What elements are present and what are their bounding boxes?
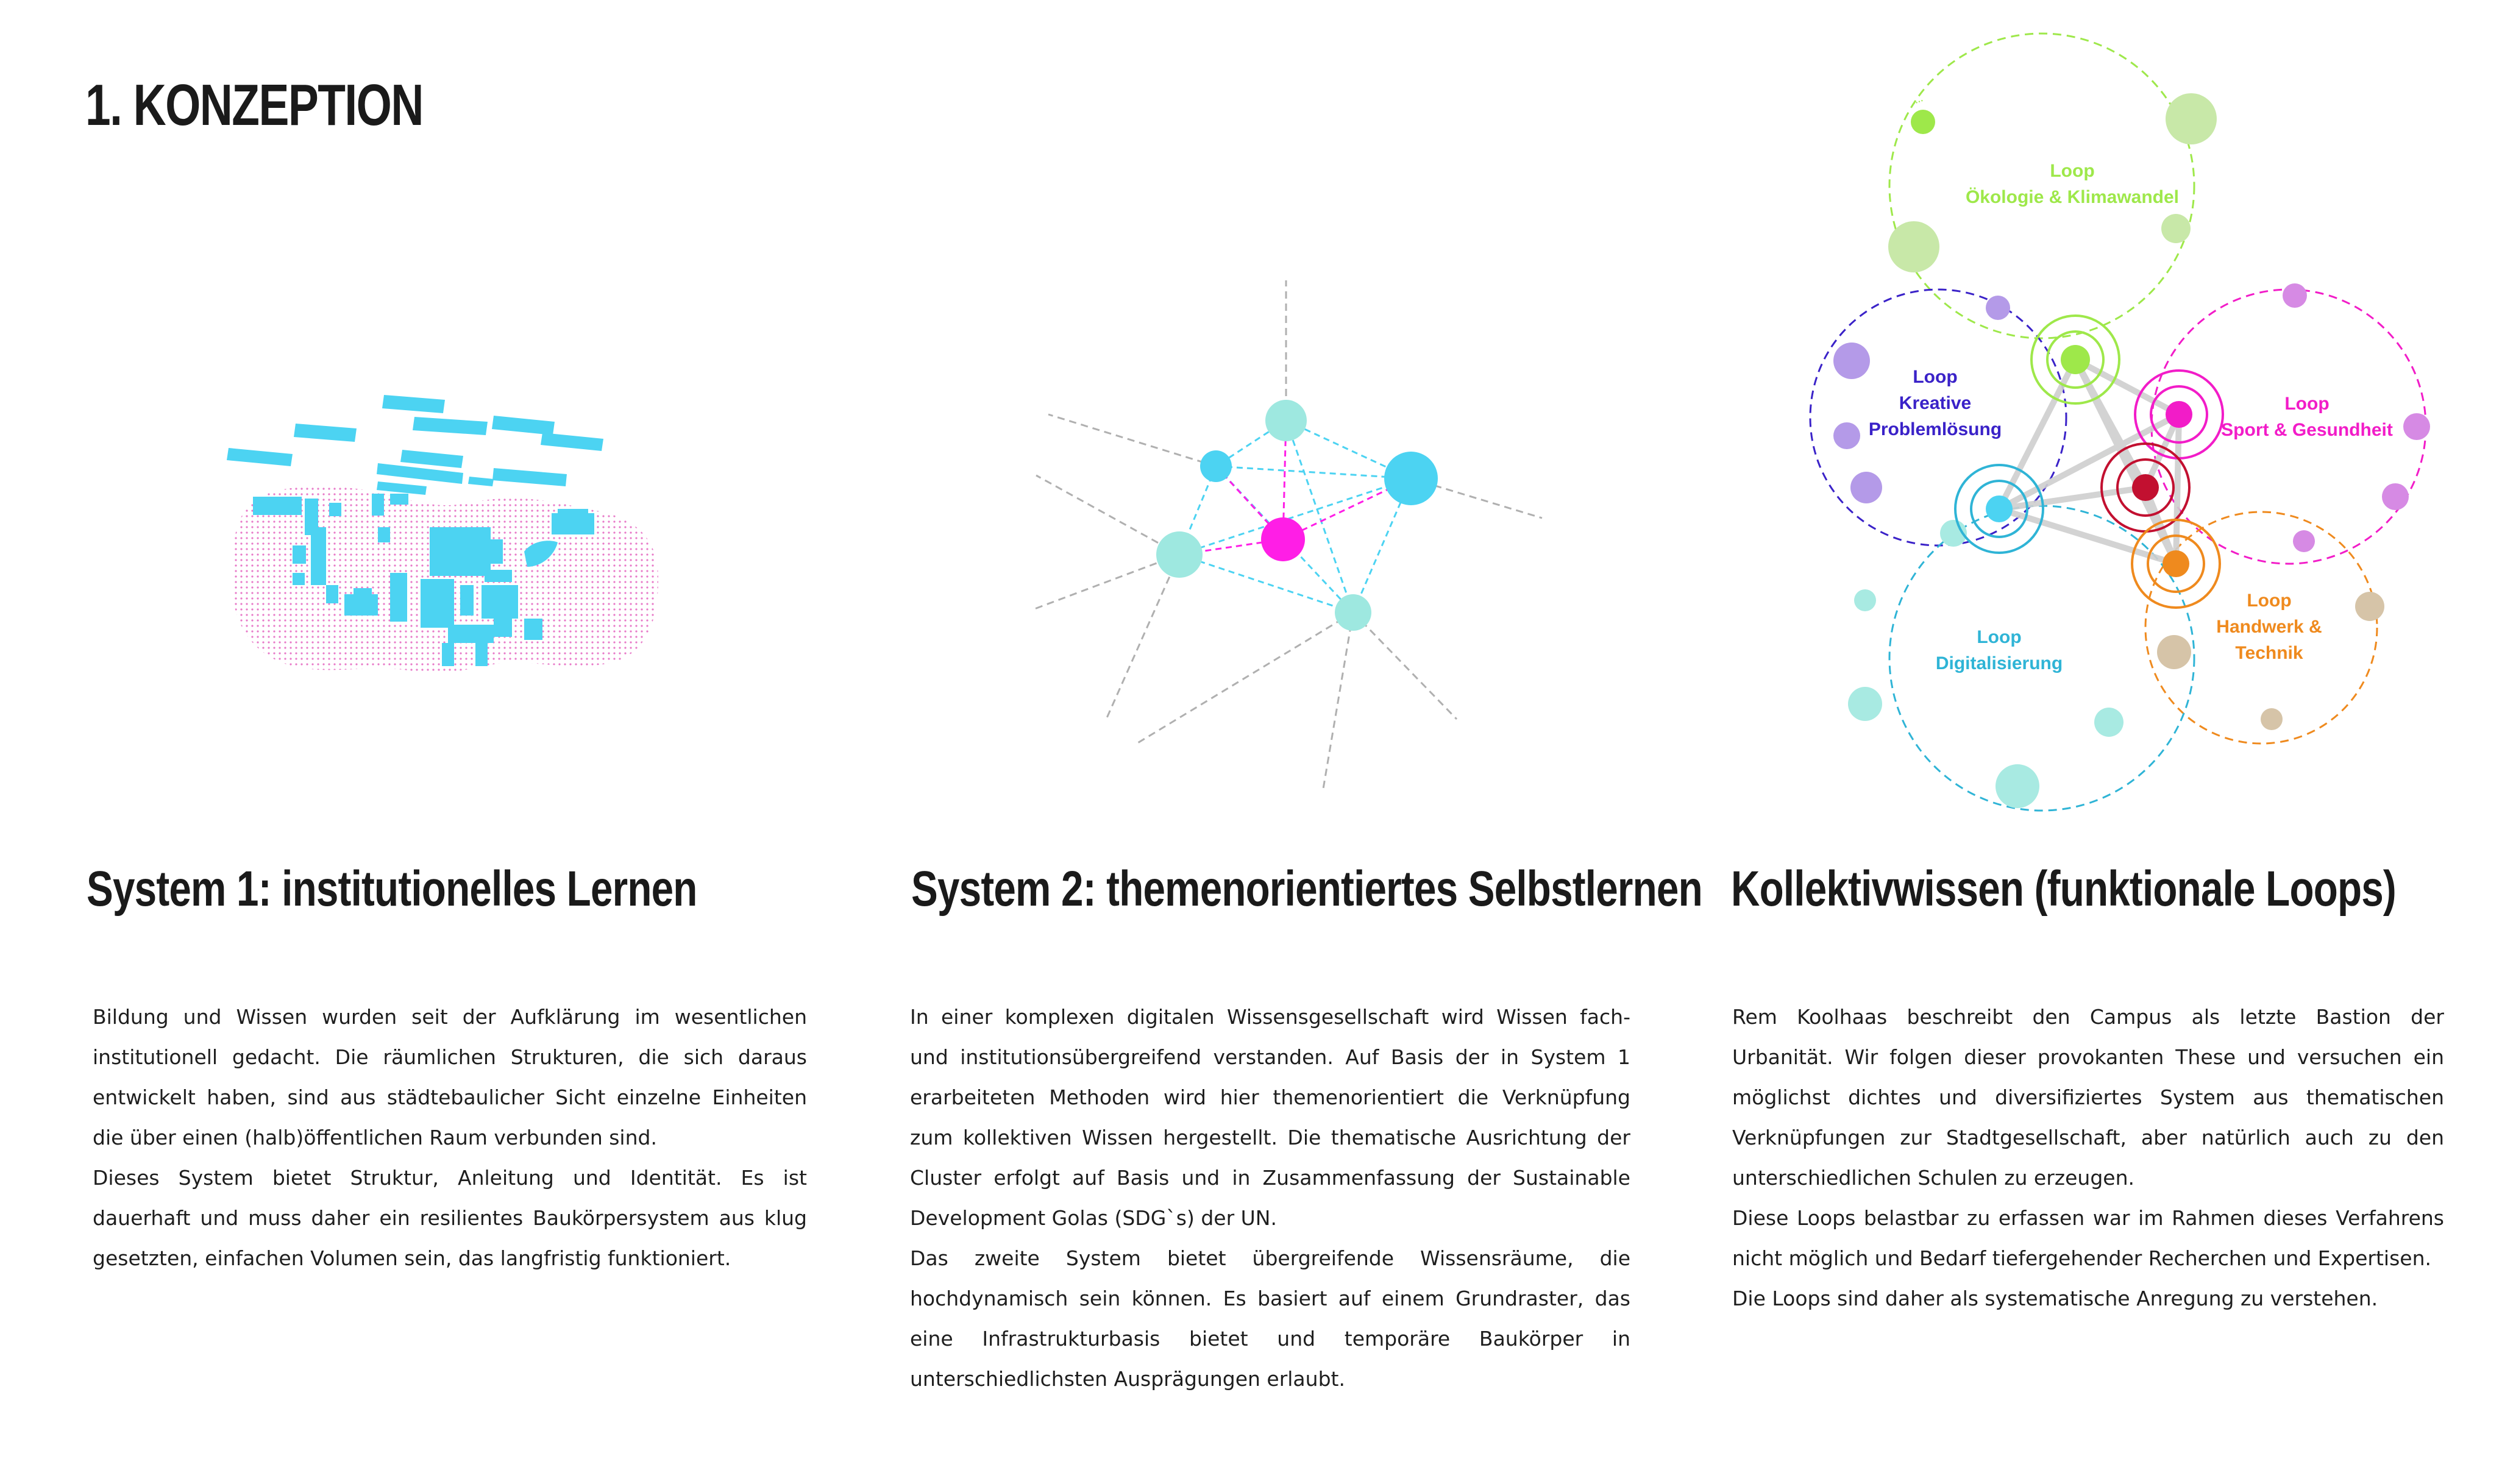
paragraph: Das zweite System bietet übergreifende Wissensräume, die hochdynamisch sein können. Es basiert auf einem Grundraster, das eine Infrastrukturbasis bietet und temporäre Baukörper in unterschiedlichsten Ausprägungen erlaubt. bbox=[910, 1246, 1630, 1391]
paragraph: Dieses System bietet Struktur, Anleitung und Identität. Es ist dauerhaft und muss daher ein resilientes Baukörpersystem aus klug gesetzten, einfachen Volumen sein, das langfristig funktioniert. bbox=[93, 1166, 807, 1270]
loop-oekologie-label-1: Loop bbox=[2050, 161, 2095, 181]
loop-handwerk-label-1: Loop bbox=[2247, 591, 2292, 611]
node-lower-right bbox=[1335, 594, 1371, 631]
sport-node-4 bbox=[2293, 530, 2315, 552]
loop-digital-label-1: Loop bbox=[1977, 627, 2022, 647]
kreativ-node-2 bbox=[1833, 343, 1870, 379]
hub-oekologie bbox=[2031, 316, 2119, 403]
node-lower-left bbox=[1156, 531, 1203, 578]
page-title: 1. KONZEPTION bbox=[85, 73, 423, 138]
node-center bbox=[1261, 517, 1305, 561]
loop-sport-label-2: Sport & Gesundheit bbox=[2221, 420, 2393, 440]
section-text-kollektivwissen bbox=[1732, 997, 2444, 1319]
cluster-connections bbox=[1179, 421, 1411, 612]
kreativ-node-4 bbox=[1850, 472, 1882, 503]
kreativ-node-1 bbox=[1986, 296, 2010, 320]
section-heading-kollektivwissen: Kollektivwissen (funktionale Loops) bbox=[1731, 861, 2396, 917]
loop-digital-label-2: Digitalisierung bbox=[1935, 653, 2063, 673]
site-plan-diagram bbox=[207, 378, 683, 719]
oekologie-node-3 bbox=[1888, 221, 1939, 272]
sport-node-1 bbox=[2283, 283, 2307, 308]
node-right bbox=[1384, 452, 1438, 505]
node-top bbox=[1265, 400, 1307, 441]
loop-handwerk-label-3: Technik bbox=[2235, 643, 2303, 663]
section-heading-system-2: System 2: themenorientiertes Selbstlernen bbox=[911, 861, 1702, 917]
digital-node-4 bbox=[2094, 708, 2124, 737]
section-text-system-1 bbox=[93, 997, 807, 1279]
oekologie-node-2 bbox=[2166, 93, 2217, 144]
hub-connections bbox=[1999, 360, 2179, 564]
kreativ-node-3 bbox=[1833, 422, 1860, 449]
section-text-system-2 bbox=[910, 997, 1630, 1399]
digital-node-5 bbox=[1996, 764, 2039, 808]
handwerk-node-2 bbox=[2157, 635, 2191, 669]
loop-kreativ-label-2: Kreative bbox=[1899, 393, 1972, 413]
handwerk-node-1 bbox=[2355, 592, 2384, 621]
handwerk-node-3 bbox=[2261, 708, 2283, 730]
hub-digital bbox=[1955, 465, 2043, 553]
loop-oekologie-label-2: Ökologie & Klimawandel bbox=[1965, 187, 2180, 207]
paragraph: In einer komplexen digitalen Wissensgesellschaft wird Wissen fach- und institutionsübergreifend verstanden. Auf Basis der in System 1 erarbeiteten Methoden wird hier themenorientiert die Verknüpfung zum kollektiven Wissen hergestellt. Die thematische Ausrichtung der Cluster erfolgt auf Basis und in Zusammenfassung der Sustainable Development Golas (SDG`s) der UN. bbox=[910, 1005, 1630, 1230]
tiny-label: ···· bbox=[1911, 95, 1925, 108]
sport-node-2 bbox=[2403, 413, 2430, 440]
paragraph: Rem Koolhaas beschreibt den Campus als letzte Bastion der Urbanität. Wir folgen dieser provokanten These und versuchen ein möglichst dichtes und diversifiziertes System aus thematischen Verknüpfungen zur Stadtgesellschaft, aber natürlich auch zu den unterschiedlichen Schulen zu erzeugen. bbox=[1732, 1005, 2444, 1190]
paragraph: Bildung und Wissen wurden seit der Aufklärung im wesentlichen institutionell gedacht. Die räumlichen Strukturen, die sich daraus entwickelt haben, sind aus städtebaulicher Sicht einzelne Einheiten die über einen (halb)öffentlichen Raum verbunden sind. bbox=[93, 1005, 807, 1149]
loop-oekologie-ring bbox=[1889, 34, 2194, 338]
digital-node-3 bbox=[1848, 687, 1882, 721]
section-heading-system-1: System 1: institutionelles Lernen bbox=[87, 861, 697, 917]
loop-sport-label-1: Loop bbox=[2284, 394, 2330, 414]
network-diagram bbox=[1030, 268, 1560, 804]
digital-node-2 bbox=[1854, 589, 1876, 611]
loop-kreativ-label-1: Loop bbox=[1913, 367, 1958, 387]
sport-node-3 bbox=[2382, 483, 2409, 510]
loops-diagram bbox=[1798, 12, 2487, 823]
loop-handwerk-label-2: Handwerk & bbox=[2216, 617, 2322, 637]
loop-kreativ-label-3: Problemlösung bbox=[1868, 419, 2002, 439]
paragraph: Die Loops sind daher als systematische Anregung zu verstehen. bbox=[1732, 1287, 2378, 1310]
oekologie-node-1 bbox=[1911, 110, 1935, 134]
oekologie-node-4 bbox=[2161, 214, 2191, 243]
node-left bbox=[1200, 450, 1232, 482]
paragraph: Diese Loops belastbar zu erfassen war im Rahmen dieses Verfahrens nicht möglich und Bedarf tiefergehender Recherchen und Expertisen. bbox=[1732, 1206, 2444, 1270]
